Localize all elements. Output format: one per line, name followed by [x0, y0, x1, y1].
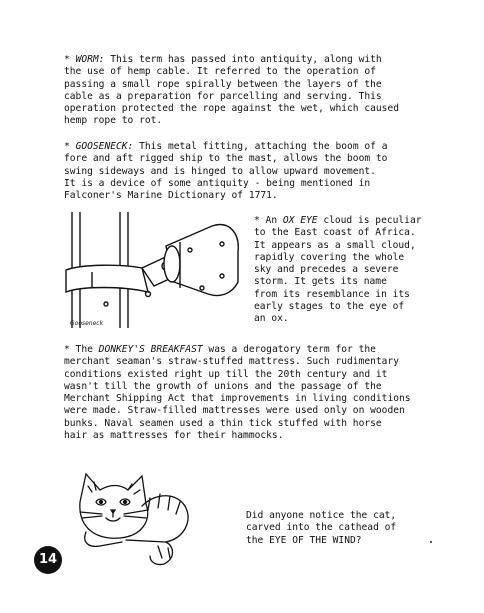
page-number-badge: 14: [34, 546, 62, 574]
term-gooseneck: GOOSENECK:: [75, 141, 134, 152]
paragraph-text: was a derogatory term for the merchant seaman's straw-stuffed mattress. Such rudimentary conditions existed right up till the 20th century and it wasn't till the growth of unions and the passage of the Merchant Shipping Act that improvements in living conditions were made. Straw-filled mattresses were used only on wooden bunks. Naval seamen used a thin tick stuffed with horse hair as mattresses for their hammocks.: [64, 344, 411, 442]
cat-illustration: [66, 462, 196, 566]
term-ox-eye: OX EYE: [282, 215, 318, 226]
cat-note: Did anyone notice the cat, carved into the cathead of the EYE OF THE WIND?: [246, 510, 397, 546]
paragraph-worm: [64, 54, 436, 128]
gooseneck-illustration: [62, 212, 244, 328]
paragraph-prefix: The: [69, 344, 99, 355]
bullet-marker: *: [64, 141, 70, 152]
illustration-caption: Gooseneck: [70, 320, 104, 327]
ink-dot: [430, 541, 432, 543]
paragraph-text: This term has passed into antiquity, along with the use of hemp cable. It referred to the operation of passing a small rope spirally between the layers of the cable as a preparation for parcelling and serving. This operation protected the rope against the wet, which caused hemp rope to rot.: [64, 54, 400, 127]
term-donkeys-breakfast: DONKEY'S BREAKFAST: [98, 344, 203, 355]
bullet-marker: *: [64, 54, 70, 65]
paragraph-donkeys-breakfast: [64, 344, 436, 442]
term-worm: WORM:: [75, 54, 105, 65]
paragraph-ox-eye: [254, 215, 438, 326]
paragraph-gooseneck: [64, 141, 436, 202]
bullet-marker: *: [64, 344, 70, 355]
paragraph-text: This metal fitting, attaching the boom of a fore and aft rigged ship to the mast, allows the boom to swing sideways and is hinged to allow upward movement. It is a device of some antiquity - being mentioned in Falconer's Marine Dictionary of 1771.: [64, 141, 388, 202]
paragraph-text: cloud is peculiar to the East coast of Africa. It appears as a small cloud, rapidly covering the whole sky and precedes a severe storm. It gets its name from its resemblance in its early stages to the eye of an ox.: [254, 215, 422, 325]
paragraph-prefix: An: [259, 215, 283, 226]
bullet-marker: *: [254, 215, 260, 226]
